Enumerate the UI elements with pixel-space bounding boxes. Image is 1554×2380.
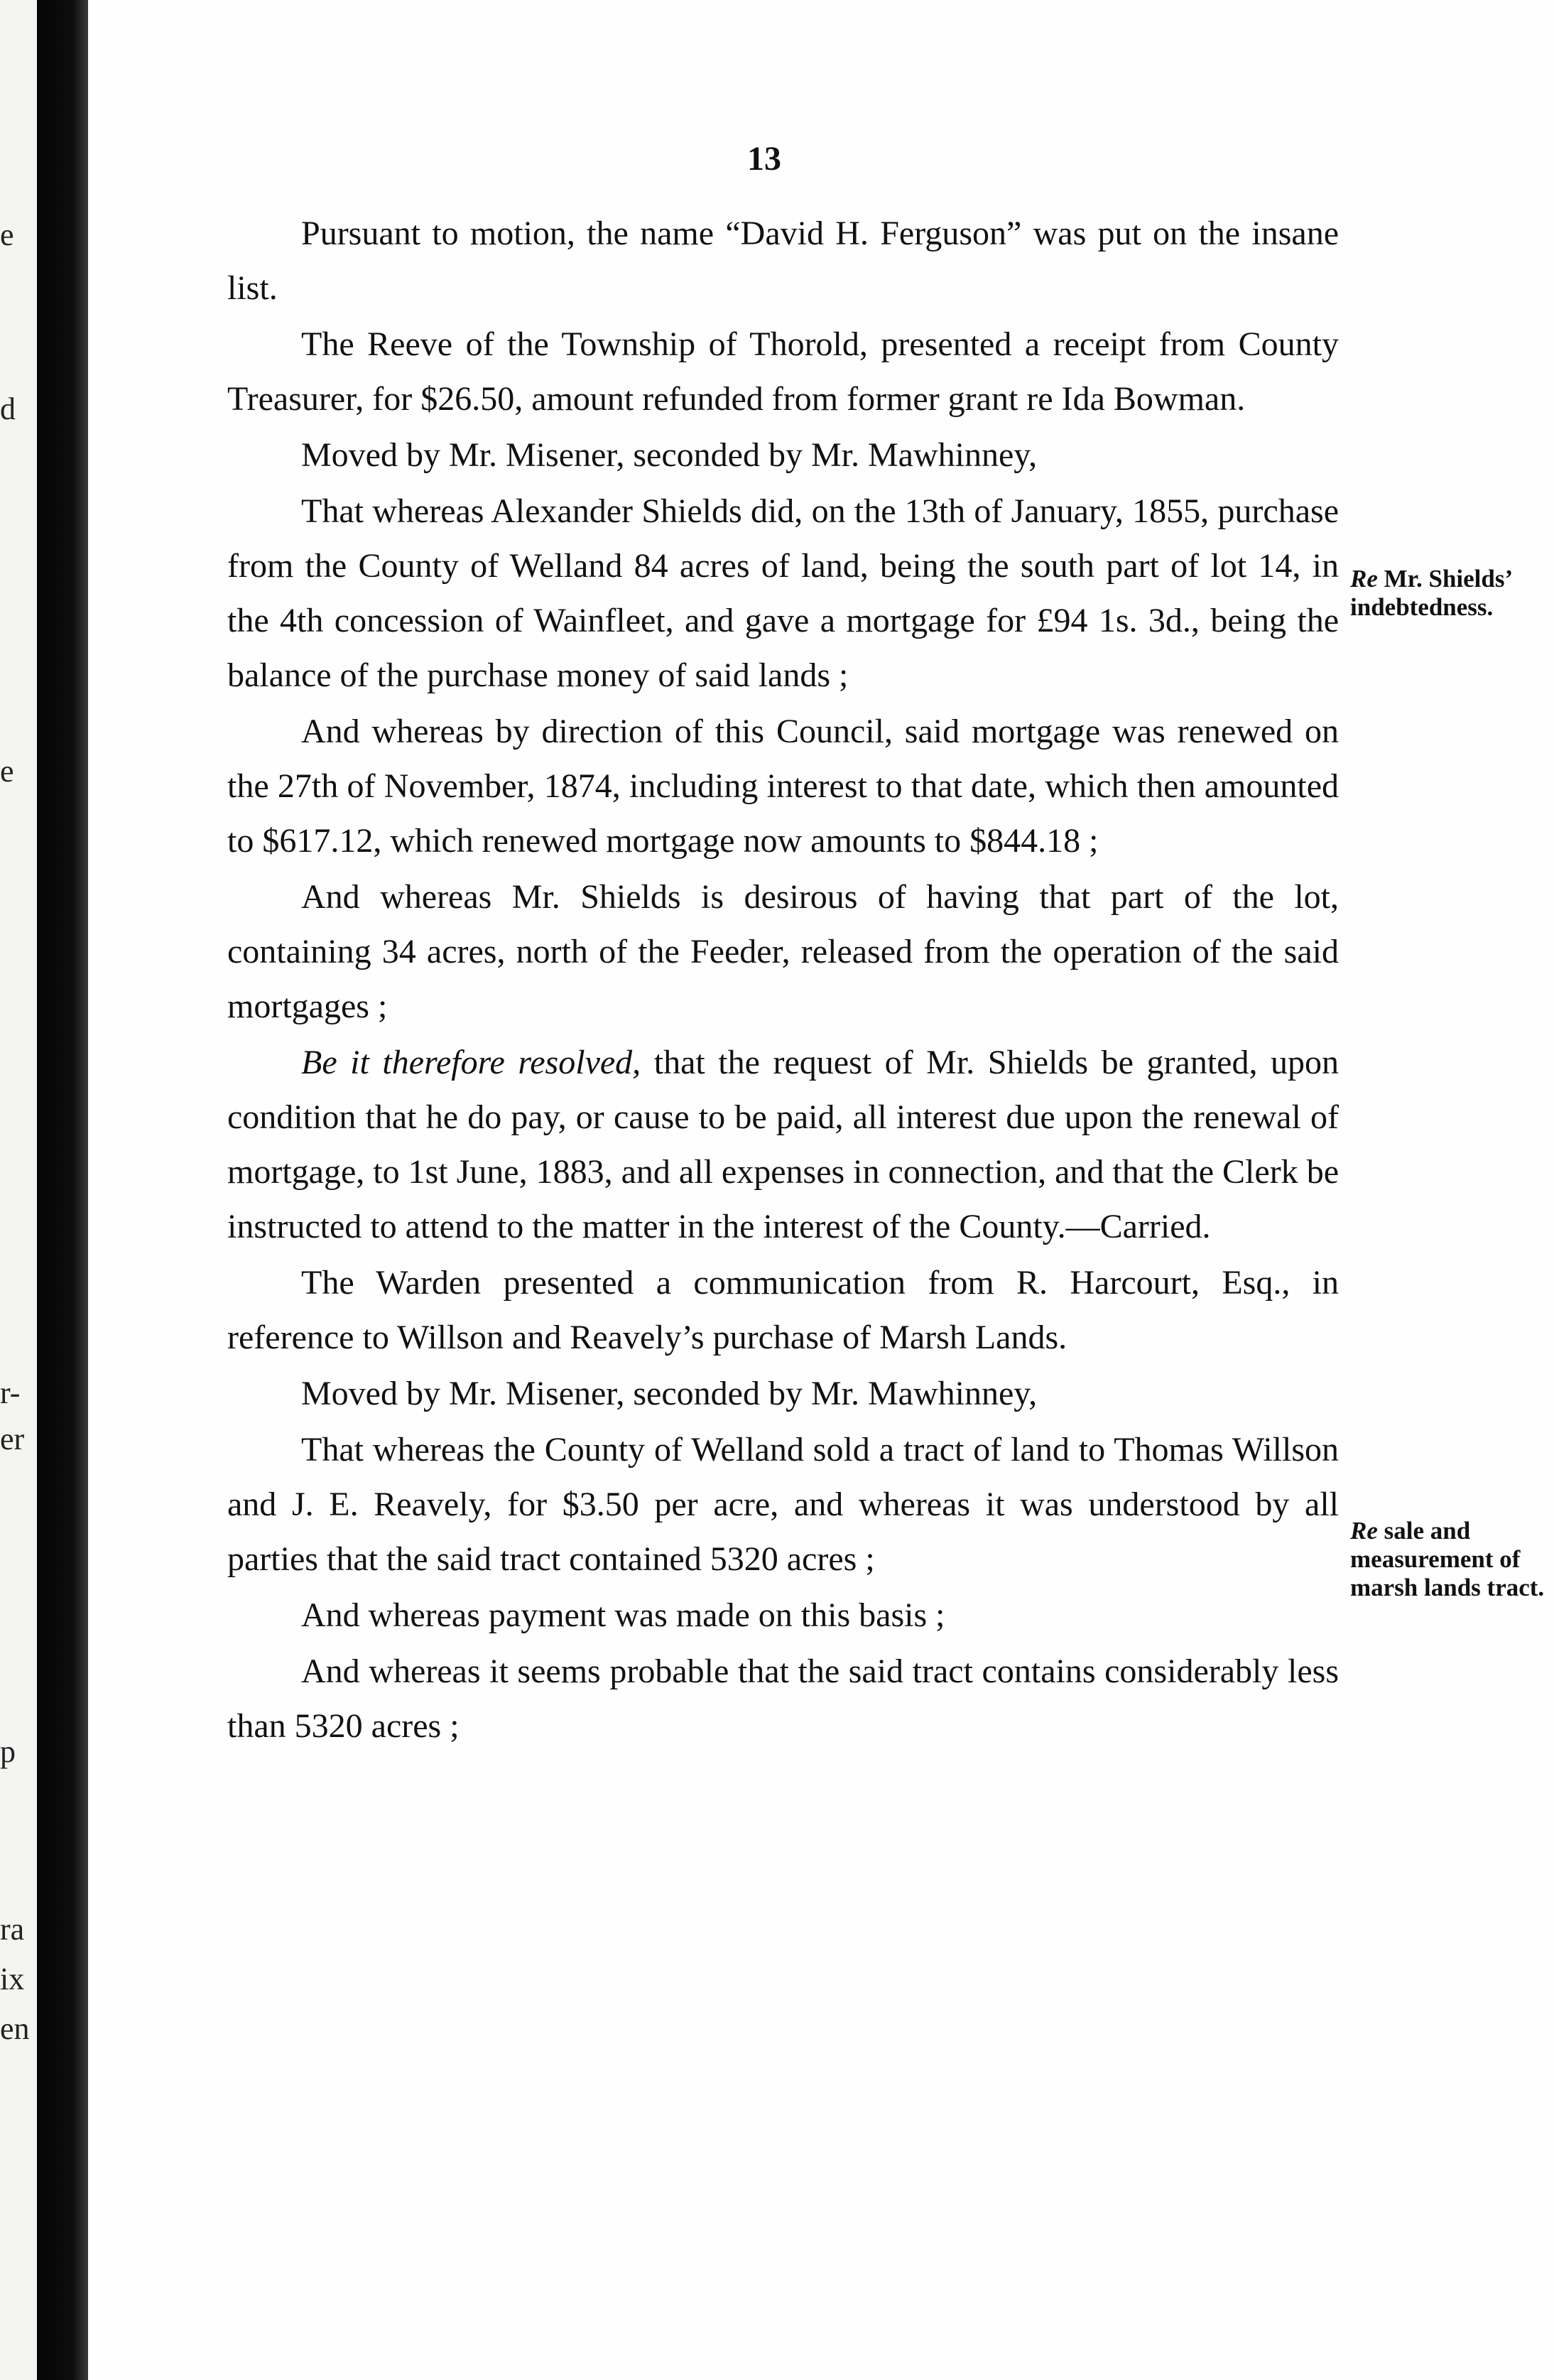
edge-fragment: ix (0, 1962, 25, 1996)
paragraph: Pursuant to motion, the name “David H. Ferguson” was put on the insane list. (227, 215, 1339, 307)
resolved-text: that the request of Mr. Shields be granted, upon condition that he do pay, or cause to be paid, all interest due upon the renewal of mortgage, to 1st June, 1883, and all expenses in connection, and that the Clerk be instructed to attend to the matter in the interest of the County.—Carried. (227, 1044, 1340, 1245)
paragraph-resolution (227, 1035, 1339, 1254)
paragraph: And whereas Mr. Shields is desirous of having that part of the lot, containing 34 acres, north of the Feeder, released from the operation of the said mortgages ; (227, 878, 1339, 1025)
book-page (88, 0, 1554, 2380)
edge-fragment: d (0, 391, 16, 426)
paragraph: And whereas it seems probable that the said tract contains considerably less than 5320 acres ; (227, 1653, 1339, 1745)
paragraph: And whereas payment was made on this basis ; (301, 1596, 945, 1634)
edge-fragment: ra (0, 1912, 25, 1947)
adjacent-page-edge (0, 0, 37, 2380)
resolved-lead: Be it therefore resolved, (301, 1044, 641, 1081)
book-binding-shadow (37, 0, 88, 2380)
edge-fragment: r- (0, 1375, 21, 1410)
edge-fragment: er (0, 1422, 25, 1456)
sidenote-text: sale and measurement of marsh lands tract. (1350, 1517, 1545, 1601)
sidenote-re: Re (1350, 1517, 1378, 1545)
edge-fragment: p (0, 1734, 16, 1769)
paragraph: That whereas the County of Welland sold a tract of land to Thomas Willson and J. E. Reavely, for $3.50 per acre, and whereas it was understood by all parties that the said tract contained 5320 acres ; (227, 1431, 1339, 1578)
sidenote-text: Mr. Shields’ indebtedness. (1350, 565, 1511, 621)
page-body-text (227, 206, 1339, 1755)
edge-fragment: e (0, 754, 14, 789)
sidenote-shields-indebtedness (1350, 565, 1549, 622)
paragraph: That whereas Alexander Shields did, on the 13th of January, 1855, purchase from the County of Welland 84 acres of land, being the south part of lot 14, in the 4th concession of Wainfleet, and gave a mortgage for £94 1s. 3d., being the balance of the purchase money of said lands ; (227, 492, 1339, 694)
paragraph: The Reeve of the Township of Thorold, presented a receipt from County Treasurer, for $26.50, amount refunded from former grant re Ida Bowman. (227, 325, 1339, 418)
sidenote-marsh-lands (1350, 1517, 1549, 1602)
sidenote-re: Re (1350, 565, 1378, 593)
paragraph: And whereas by direction of this Council, said mortgage was renewed on the 27th of November, 1874, including interest to that date, which then amounted to $617.12, which renewed mortgage now amounts to $844.18 ; (227, 713, 1339, 860)
paragraph: Moved by Mr. Misener, seconded by Mr. Mawhinney, (301, 1375, 1038, 1412)
paragraph: The Warden presented a communication from R. Harcourt, Esq., in reference to Willson and Reavely’s purchase of Marsh Lands. (227, 1264, 1339, 1356)
edge-fragment: en (0, 2011, 30, 2046)
page-number: 13 (747, 140, 781, 178)
edge-fragment: e (0, 217, 14, 252)
paragraph: Moved by Mr. Misener, seconded by Mr. Mawhinney, (301, 436, 1038, 474)
